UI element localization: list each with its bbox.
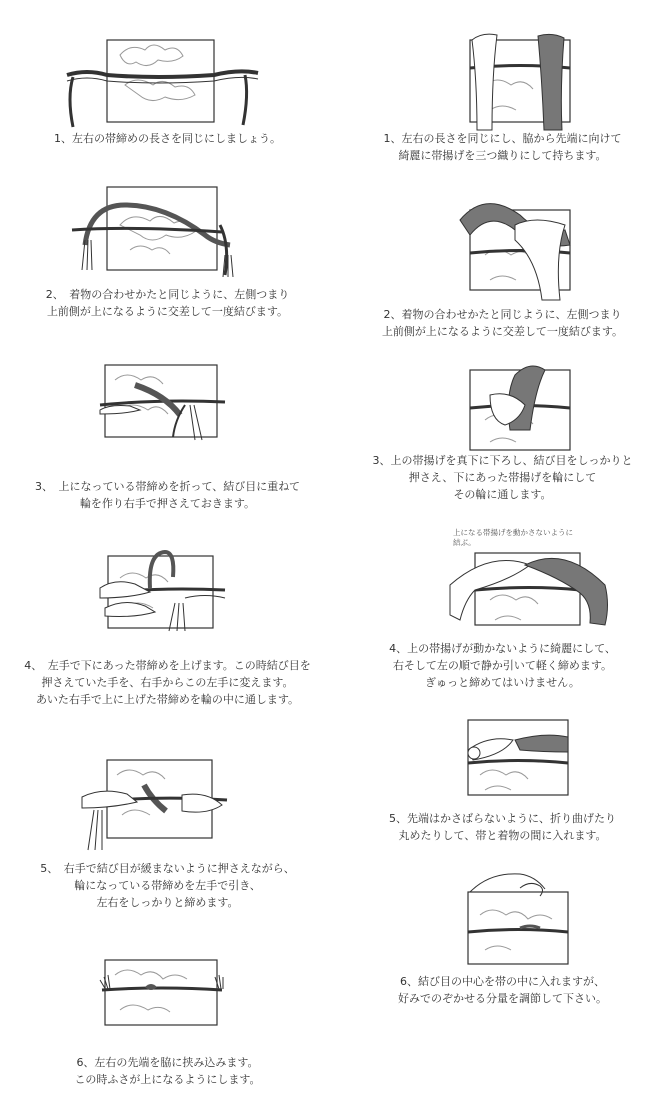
obijime-step-1-caption: 1、左右の帯締めの長さを同じにしましょう。 [54, 132, 281, 145]
obijime-step-3-caption: 3、 上になっている帯締めを折って、結び目に重ねて 輪を作り右手で押さえておきます。 [34, 480, 300, 510]
obiage-steps-column [335, 0, 670, 1110]
obijime-step-2-illustration [70, 185, 255, 280]
obiage-step-5-caption: 5、先端はかさばらないように、折り曲げたり 丸めたりして、帯と着物の間に入れます。 [389, 812, 616, 842]
obiage-step-3-illustration [460, 360, 580, 455]
obiage-step-6-illustration [460, 870, 575, 970]
obiage-step-1-illustration [460, 30, 580, 130]
obiage-step-2-caption: 2、着物の合わせかたと同じように、左側つまり 上前側が上になるように交差して一度結びます。 [381, 308, 624, 338]
obijime-step-4-illustration [100, 548, 225, 638]
obijime-step-5-caption: 5、 右手で結び目が緩まないように押さえながら、 輪になっている帯締めを左手で引き、 左右をしっかりと締めます。 [40, 862, 295, 909]
obijime-step-1-illustration [65, 35, 260, 130]
obiage-step-1-caption: 1、左右の長さを同じにし、脇から先端に向けて 綺麗に帯揚げを三つ織りにして持ちます。 [383, 132, 622, 162]
obiage-step-6-caption: 6、結び目の中心を帯の中に入れますが、 好みでのぞかせる分量を調節して下さい。 [398, 975, 607, 1005]
obijime-step-6-illustration [100, 955, 225, 1030]
obijime-step-6-caption: 6、左右の先端を脇に挟み込みます。 この時ふさが上になるようにします。 [74, 1056, 261, 1086]
obijime-step-2-caption: 2、 着物の合わせかたと同じように、左側つまり 上前側が上になるように交差して一度結びます。 [45, 288, 290, 318]
obijime-step-4-caption: 4、 左手で下にあった帯締めを上げます。この時結び目を 押さえていた手を、右手からこの左手に変えます。 あいた右手で上に上げた帯締めを輪の中に通します。 [24, 659, 311, 706]
obiage-step-2-illustration [455, 185, 585, 305]
obiage-step-4-caption: 4、上の帯揚げが動かないように綺麗にして、 右そして左の順で静か引いて軽く締めます。 ぎゅっと締めてはいけません。 [389, 642, 616, 689]
obiage-step-4-illustration [450, 545, 610, 630]
obijime-step-3-illustration [100, 360, 225, 445]
obijime-step-5-illustration [82, 755, 227, 855]
obiage-step-5-illustration [460, 715, 575, 800]
obiage-step-4-note: 上になる帯揚げを動かさないように 結ぶ。 [453, 528, 573, 547]
obiage-step-3-caption: 3、上の帯揚げを真下に下ろし、結び目をしっかりと 押さえ、下にあった帯揚げを輪にして その輪に通します。 [372, 454, 633, 501]
